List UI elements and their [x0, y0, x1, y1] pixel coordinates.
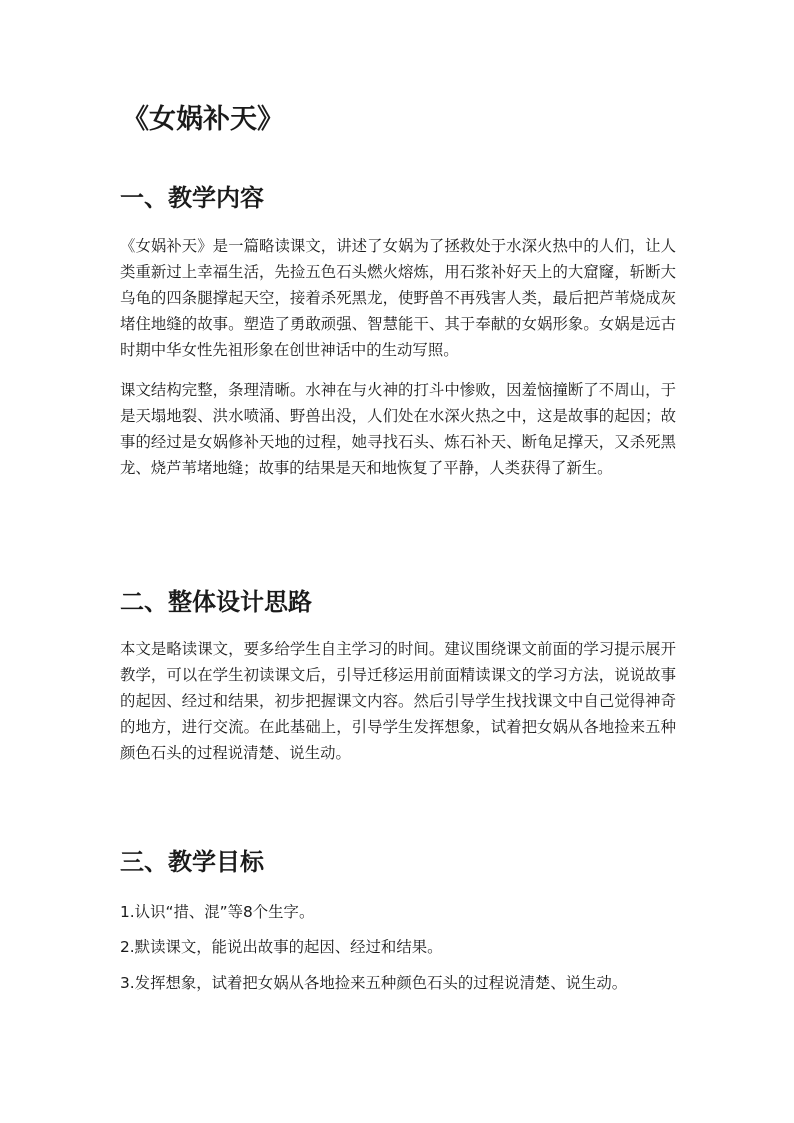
- goal-item: 1.认识“措、混”等8个生字。: [120, 903, 315, 921]
- goal-item: 2.默读课文，能说出故事的起因、经过和结果。: [120, 938, 443, 956]
- section-heading-teaching-goals: 三、教学目标: [120, 848, 264, 876]
- section-heading-design-idea: 二、整体设计思路: [120, 588, 312, 616]
- paragraph-lesson-summary: 《女娲补天》是一篇略读课文，讲述了女娲为了拯救处于水深火热中的人们，让人类重新过上幸福生活，先捡五色石头燃火熔炼，用石浆补好天上的大窟窿，斩断大乌龟的四条腿撑起天空，接着杀死黑龙，使野兽不再残害人类，最后把芦苇烧成灰堵住地缝的故事。塑造了勇敢顽强、智慧能干、其于奉献的女娲形象。女娲是远古时期中华女性先祖形象在创世神话中的生动写照。: [120, 237, 676, 359]
- paragraph-design-idea: 本文是略读课文，要多给学生自主学习的时间。建议围绕课文前面的学习提示展开教学，可以在学生初读课文后，引导迁移运用前面精读课文的学习方法，说说故事的起因、经过和结果，初步把握课文内容。然后引导学生找找课文中自己觉得神奇的地方，进行交流。在此基础上，引导学生发挥想象，试着把女娲从各地捡来五种颜色石头的过程说清楚、说生动。: [120, 640, 676, 762]
- document-title: 《女娲补天》: [122, 104, 284, 135]
- goal-item: 3.发挥想象，试着把女娲从各地捡来五种颜色石头的过程说清楚、说生动。: [120, 974, 628, 992]
- paragraph-lesson-structure: 课文结构完整，条理清晰。水神在与火神的打斗中惨败，因羞恼撞断了不周山，于是天塌地裂、洪水喷涌、野兽出没，人们处在水深火热之中，这是故事的起因；故事的经过是女娲修补天地的过程，她寻找石头、炼石补天、断龟足撑天，又杀死黑龙、烧芦苇堵地缝；故事的结果是天和地恢复了平静，人类获得了新生。: [120, 381, 676, 477]
- section-heading-teaching-content: 一、教学内容: [120, 184, 264, 212]
